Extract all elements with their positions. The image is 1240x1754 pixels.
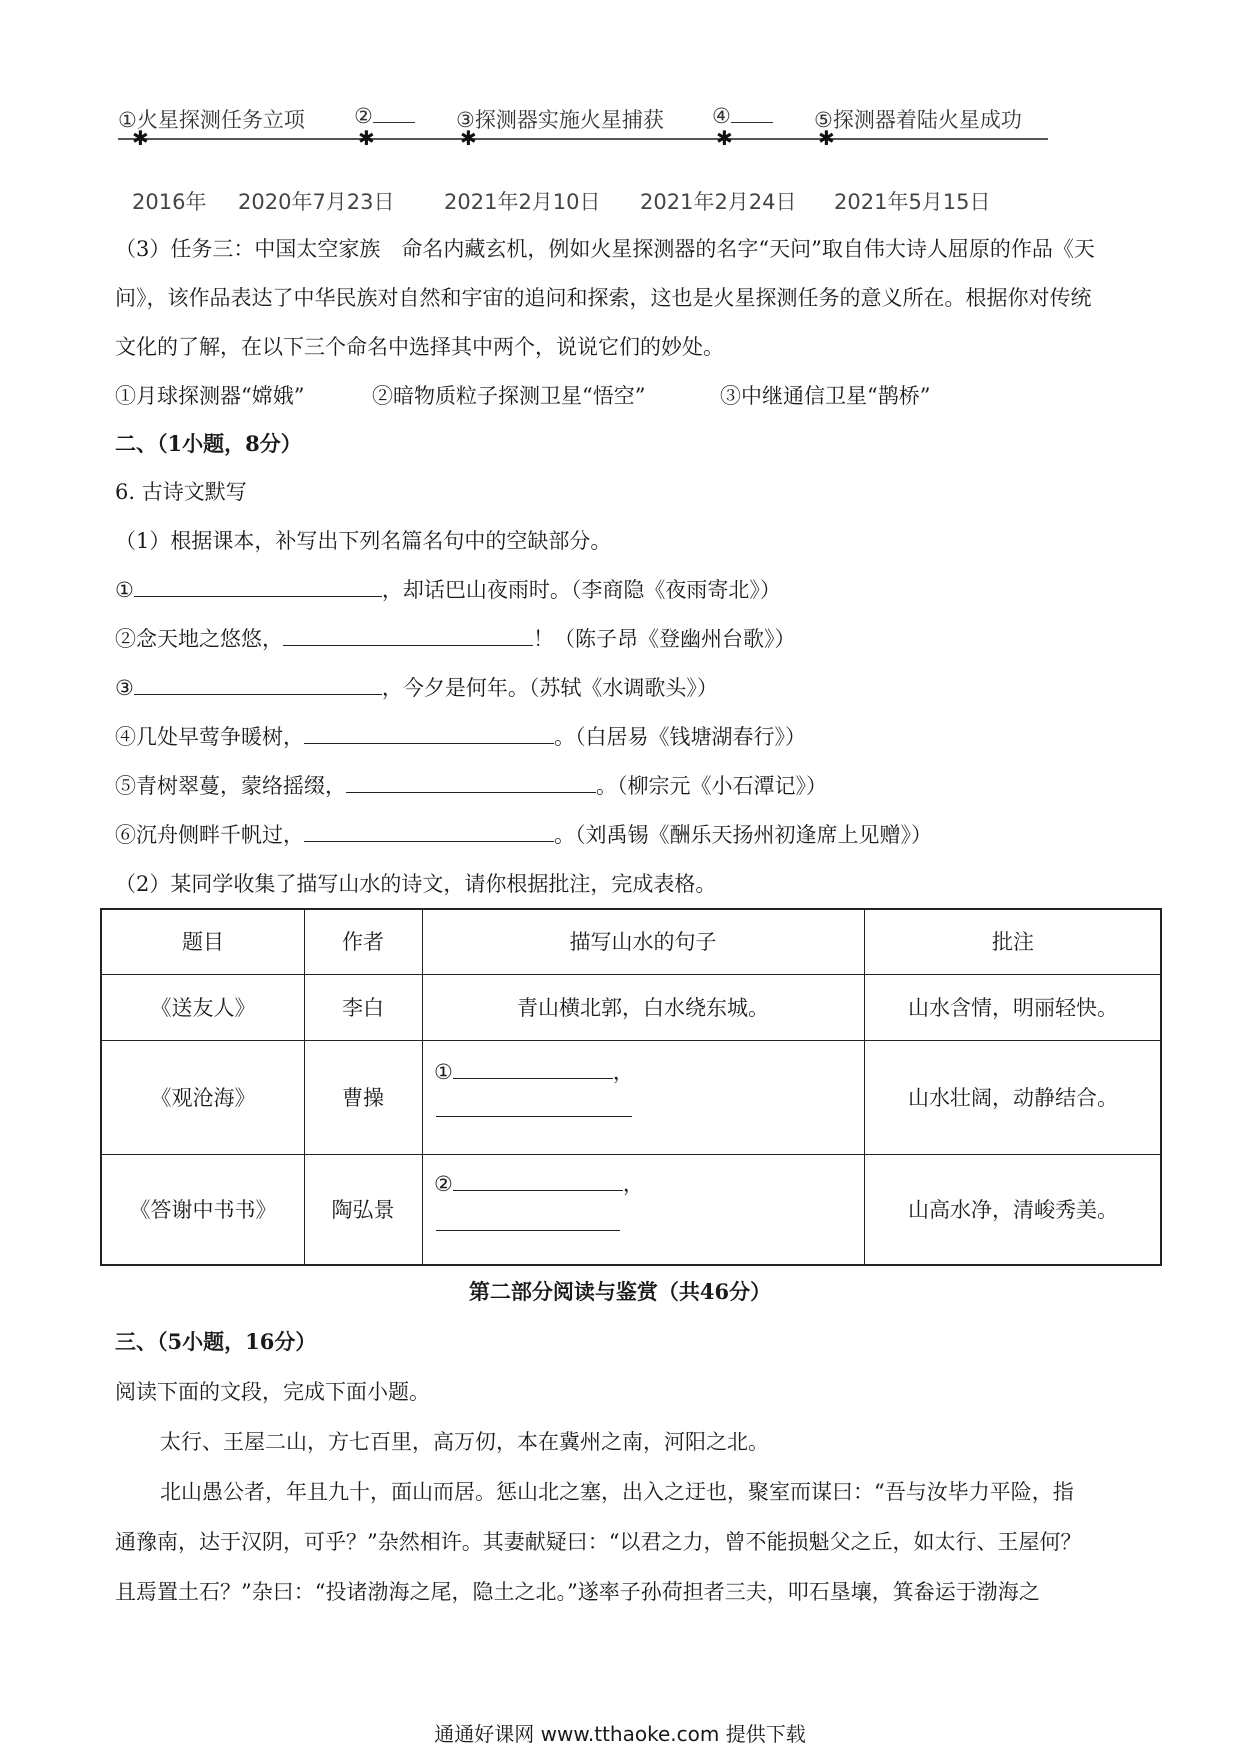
section3-instruction: 阅读下面的文段，完成下面小题。 <box>115 1380 430 1404</box>
timeline-marker-icon: ✱ <box>358 126 375 150</box>
table-cell-author: 陶弘景 <box>331 1198 395 1222</box>
timeline-date-1: 2016年 <box>132 190 207 214</box>
timeline-label-3: ③探测器实施火星捕获 <box>456 108 664 132</box>
poem-table <box>100 908 1162 1266</box>
passage-para-2-line-3: 且焉置土石？”杂曰：“投诸渤海之尾，隐土之北。”遂率子孙荷担者三夫，叩石垦壤，箕畚运于渤海之 <box>115 1580 1040 1604</box>
task3-option-3: ③中继通信卫星“鹊桥” <box>720 384 931 408</box>
timeline-marker-icon: ✱ <box>818 126 835 150</box>
timeline-marker-icon: ✱ <box>716 126 733 150</box>
section2-heading: 二、（1小题，8分） <box>115 431 302 456</box>
table-cell-sentence: 青山横北郭，白水绕东城。 <box>517 996 769 1020</box>
task3-option-2: ②暗物质粒子探测卫星“悟空” <box>372 384 646 408</box>
section3-heading: 三、（5小题，16分） <box>115 1329 317 1354</box>
table-cell-title: 《观沧海》 <box>150 1086 256 1110</box>
answer-blank[interactable] <box>453 1060 613 1079</box>
passage-para-1: 太行、王屋二山，方七百里，高万仞，本在冀州之南，河阳之北。 <box>160 1430 769 1454</box>
table-cell-title: 《答谢中书书》 <box>129 1198 277 1222</box>
timeline-date-5: 2021年5月15日 <box>834 190 991 214</box>
answer-blank[interactable] <box>453 1172 623 1191</box>
answer-blank[interactable] <box>304 823 554 842</box>
timeline-label-4: ④ <box>712 104 773 128</box>
task3-option-1: ①月球探测器“嫦娥” <box>115 384 305 408</box>
task3-line-1: （3）任务三：中国太空家族 命名内藏玄机，例如火星探测器的名字“天问”取自伟大诗人屈原的作品《天 <box>115 237 1095 261</box>
table-divider <box>422 910 423 1264</box>
table-header-author: 作者 <box>342 930 384 954</box>
timeline-label-1: ①火星探测任务立项 <box>118 108 305 132</box>
table-divider <box>102 1040 1160 1041</box>
table-header-title: 题目 <box>182 930 224 954</box>
task3-line-2: 问》，该作品表达了中华民族对自然和宇宙的追问和探索，这也是火星探测任务的意义所在。根据你对传统 <box>115 286 1092 310</box>
table-header-sentence: 描写山水的句子 <box>569 930 717 954</box>
timeline-blank-4 <box>731 104 773 123</box>
table-cell-blank-line: ② ， <box>434 1172 644 1196</box>
timeline-label-2: ② <box>354 104 415 128</box>
table-cell-author: 李白 <box>342 996 384 1020</box>
fill-item-1: ① ，却话巴山夜雨时。（李商隐《夜雨寄北》） <box>115 578 781 602</box>
answer-blank[interactable] <box>283 627 533 646</box>
page-footer: 通通好课网 www.tthaoke.com 提供下载 <box>434 1722 806 1746</box>
passage-para-2-line-1: 北山愚公者，年且九十，面山而居。惩山北之塞，出入之迂也，聚室而谋曰：“吾与汝毕力平险，指 <box>160 1480 1074 1504</box>
table-cell-title: 《送友人》 <box>150 996 256 1020</box>
table-cell-blank-line: ① ， <box>434 1060 634 1084</box>
table-cell-note: 山高水净，清峻秀美。 <box>908 1198 1118 1222</box>
fill-item-4: ④几处早莺争暖树， 。（白居易《钱塘湖春行》） <box>115 725 806 749</box>
timeline-date-2: 2020年7月23日 <box>238 190 395 214</box>
answer-blank[interactable] <box>304 725 554 744</box>
timeline-blank-2 <box>373 104 415 123</box>
answer-blank[interactable] <box>436 1212 620 1231</box>
timeline-label-5: ⑤探测器着陆火星成功 <box>814 108 1022 132</box>
q6-1-intro: （1）根据课本，补写出下列名篇名句中的空缺部分。 <box>115 529 612 553</box>
answer-blank[interactable] <box>346 774 596 793</box>
timeline-marker-icon: ✱ <box>132 126 149 150</box>
q6-title: 6. 古诗文默写 <box>115 480 247 504</box>
table-cell-note: 山水壮阔，动静结合。 <box>908 1086 1118 1110</box>
passage-para-2-line-2: 通豫南，达于汉阴，可乎？”杂然相许。其妻献疑曰：“以君之力，曾不能损魁父之丘，如太行、王屋何？ <box>115 1530 1082 1554</box>
table-header-note: 批注 <box>992 930 1034 954</box>
fill-item-2: ②念天地之悠悠， ！（陈子昂《登幽州台歌》） <box>115 627 796 651</box>
fill-item-3: ③ ，今夕是何年。（苏轼《水调歌头》） <box>115 676 718 700</box>
q6-2-intro: （2）某同学收集了描写山水的诗文，请你根据批注，完成表格。 <box>115 872 717 896</box>
timeline-axis <box>118 138 1048 140</box>
answer-blank[interactable] <box>134 578 382 597</box>
fill-item-6: ⑥沉舟侧畔千帆过， 。（刘禹锡《酬乐天扬州初逢席上见赠》） <box>115 823 932 847</box>
mars-timeline <box>118 96 1058 156</box>
answer-blank[interactable] <box>134 676 382 695</box>
part2-heading: 第二部分阅读与鉴赏（共46分） <box>468 1279 772 1304</box>
table-divider <box>102 974 1160 975</box>
timeline-marker-icon: ✱ <box>460 126 477 150</box>
timeline-date-4: 2021年2月24日 <box>640 190 797 214</box>
task3-line-3: 文化的了解，在以下三个命名中选择其中两个，说说它们的妙处。 <box>115 335 724 359</box>
fill-item-5: ⑤青树翠蔓，蒙络摇缀， 。（柳宗元《小石潭记》） <box>115 774 827 798</box>
timeline-date-3: 2021年2月10日 <box>444 190 601 214</box>
table-divider <box>102 1154 1160 1155</box>
table-cell-author: 曹操 <box>342 1086 384 1110</box>
answer-blank[interactable] <box>436 1098 632 1117</box>
table-cell-note: 山水含情，明丽轻快。 <box>908 996 1118 1020</box>
